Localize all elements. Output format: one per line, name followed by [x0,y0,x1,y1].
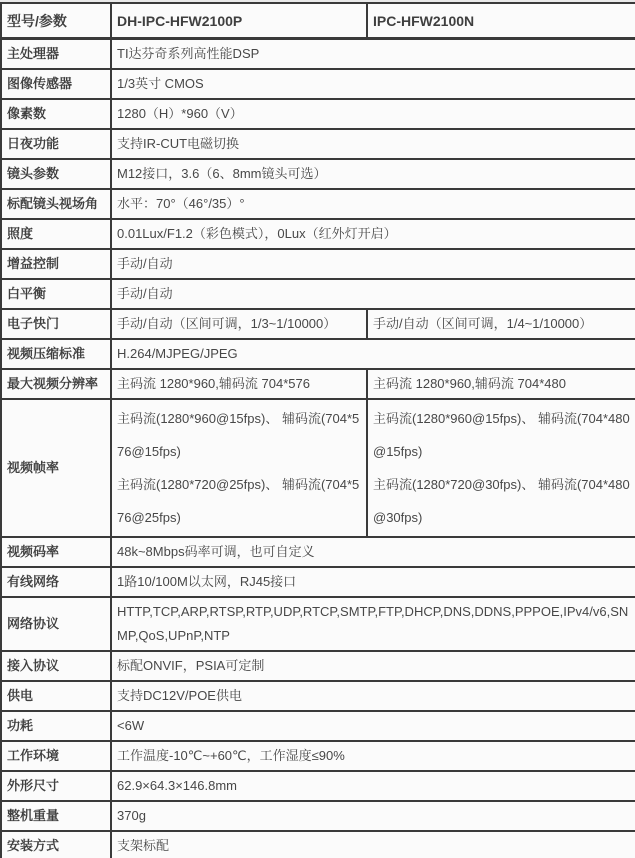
table-row [1,369,635,399]
table-row [1,189,635,219]
header-model-right: IPC-HFW2100N [367,3,635,39]
table-row [1,711,635,741]
spec-table [0,2,635,858]
table-row [1,399,635,537]
spec-value-line: 主码流(1280*960@15fps)、 辅码流(704*576@15fps) [117,411,360,459]
spec-label: 增益控制 [1,249,111,279]
spec-value: 支架标配 [111,831,635,858]
spec-value-line: 主码流(1280*960@15fps)、 辅码流(704*480@15fps) [373,411,630,459]
spec-value: 1280（H）*960（V） [111,99,635,129]
spec-value: 支持IR-CUT电磁切换 [111,129,635,159]
table-row [1,771,635,801]
spec-value [111,399,367,537]
table-row [1,567,635,597]
table-row [1,651,635,681]
spec-value [367,399,635,537]
table-row [1,249,635,279]
table-row [1,597,635,651]
spec-label: 像素数 [1,99,111,129]
table-row [1,741,635,771]
spec-value: 1/3英寸 CMOS [111,69,635,99]
spec-label: 外形尺寸 [1,771,111,801]
spec-value: TI达芬奇系列高性能DSP [111,39,635,70]
spec-label: 白平衡 [1,279,111,309]
spec-value: 1路10/100M以太网，RJ45接口 [111,567,635,597]
spec-value: 手动/自动 [111,279,635,309]
spec-value: <6W [111,711,635,741]
table-header-row [1,3,635,39]
spec-value-line: 主码流(1280*720@25fps)、 辅码流(704*576@25fps) [117,477,360,525]
header-param-label: 型号/参数 [1,3,111,39]
spec-label: 视频帧率 [1,399,111,537]
table-row [1,537,635,567]
table-row [1,99,635,129]
spec-value: 370g [111,801,635,831]
header-model-left: DH-IPC-HFW2100P [111,3,367,39]
table-row [1,69,635,99]
spec-label: 主处理器 [1,39,111,70]
spec-label: 镜头参数 [1,159,111,189]
spec-label: 安装方式 [1,831,111,858]
table-row [1,279,635,309]
spec-label: 接入协议 [1,651,111,681]
spec-label: 视频压缩标准 [1,339,111,369]
spec-label: 有线网络 [1,567,111,597]
spec-value: HTTP,TCP,ARP,RTSP,RTP,UDP,RTCP,SMTP,FTP,DHCP,DNS,DDNS,PPPOE,IPv4/v6,SNMP,QoS,UPnP,NTP [111,597,635,651]
table-row [1,129,635,159]
spec-value: 主码流 1280*960,辅码流 704*480 [367,369,635,399]
spec-value: 48k~8Mbps码率可调，也可自定义 [111,537,635,567]
spec-label: 工作环境 [1,741,111,771]
spec-value: 标配ONVIF，PSIA可定制 [111,651,635,681]
spec-label: 最大视频分辨率 [1,369,111,399]
spec-label: 网络协议 [1,597,111,651]
spec-label: 照度 [1,219,111,249]
spec-label: 电子快门 [1,309,111,339]
spec-value: H.264/MJPEG/JPEG [111,339,635,369]
table-row [1,681,635,711]
spec-value: 0.01Lux/F1.2（彩色模式），0Lux（红外灯开启） [111,219,635,249]
spec-label: 供电 [1,681,111,711]
table-row [1,801,635,831]
spec-label: 视频码率 [1,537,111,567]
spec-value: 水平：70°（46°/35）° [111,189,635,219]
spec-label: 日夜功能 [1,129,111,159]
spec-label: 标配镜头视场角 [1,189,111,219]
table-row [1,309,635,339]
table-row [1,339,635,369]
spec-label: 整机重量 [1,801,111,831]
spec-value: 支持DC12V/POE供电 [111,681,635,711]
spec-label: 功耗 [1,711,111,741]
spec-value: 62.9×64.3×146.8mm [111,771,635,801]
spec-label: 图像传感器 [1,69,111,99]
spec-value-line: 主码流(1280*720@30fps)、 辅码流(704*480@30fps) [373,477,630,525]
table-row [1,831,635,858]
spec-value: 工作温度-10℃~+60℃，工作湿度≤90% [111,741,635,771]
spec-value: 主码流 1280*960,辅码流 704*576 [111,369,367,399]
spec-value: 手动/自动 [111,249,635,279]
table-row [1,39,635,70]
spec-table-body [1,39,635,858]
table-row [1,219,635,249]
spec-value: 手动/自动（区间可调，1/3~1/10000） [111,309,367,339]
spec-value: 手动/自动（区间可调，1/4~1/10000） [367,309,635,339]
table-row [1,159,635,189]
spec-value: M12接口，3.6（6、8mm镜头可选） [111,159,635,189]
